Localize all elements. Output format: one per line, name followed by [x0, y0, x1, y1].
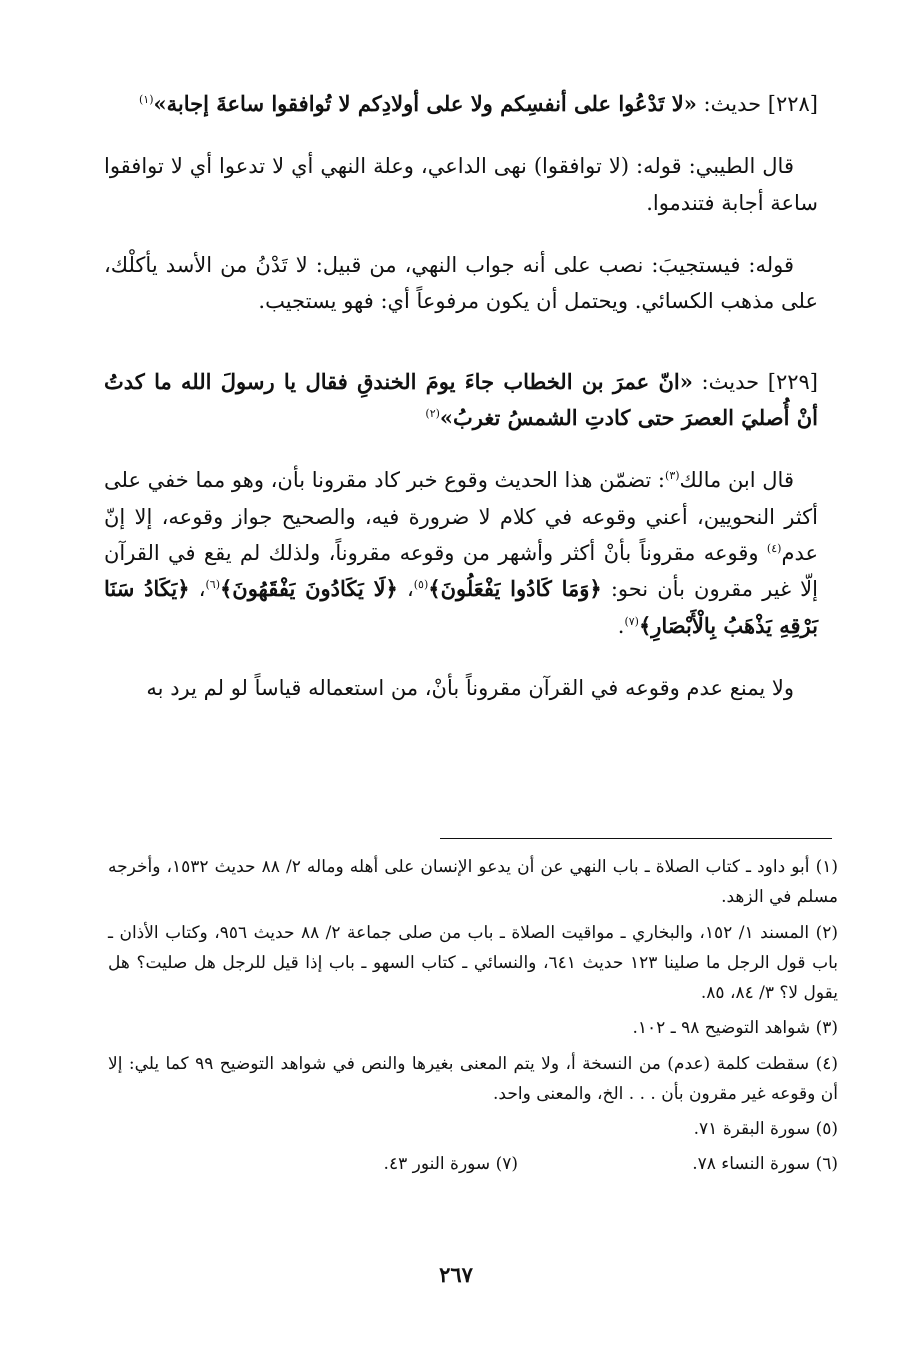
footnote-ref-1: (١) [138, 93, 154, 106]
ibn-malik-text-a: : تضمّن هذا الحديث وقوع خبر كاد مقرونا بأن، وهو مما خفي على أكثر النحويين، أعني وقوعه في كلام لا ضرورة فيه، والصحيح جواز وقوعه، إلا إنّ عدم [104, 468, 818, 565]
quran-verse-1: ﴿وَمَا كَادُوا يَفْعَلُونَ﴾ [428, 576, 602, 602]
quran-verse-2: ﴿لَا يَكَادُونَ يَفْقَهُونَ﴾ [219, 576, 398, 602]
paragraph-continued: ولا يمنع عدم وقوعه في القرآن مقروناً بأنْ، من استعماله قياساً لو لم يرد به [146, 675, 794, 700]
hadith-229-text: «انّ عمرَ بن الخطاب جاءَ يومَ الخندقِ فقال يا رسولَ الله ما كدتُ أنْ أُصليَ العصرَ حتى كادتِ الشمسُ تغربُ» [104, 368, 818, 430]
main-text [104, 86, 818, 732]
footnote-1: (١) أبو داود ـ كتاب الصلاة ـ باب النهي عن أن يدعو الإنسان على أهله وماله ٢/ ٨٨ حديث ١٥٣٢، وأخرجه مسلم في الزهد. [108, 857, 839, 908]
footnote-3: (٣) شواهد التوضيح ٩٨ ـ ١٠٢. [632, 1018, 838, 1039]
footnote-ref-5: (٥) [413, 578, 429, 592]
ibn-malik-intro: قال ابن مالك [679, 468, 794, 493]
separator-1: ، [397, 577, 414, 602]
hadith-229-label: [٢٢٩] حديث: [692, 369, 818, 394]
footnote-divider [440, 838, 832, 839]
footnote-ref-2: (٢) [425, 406, 440, 420]
hadith-228-label: [٢٢٨] حديث: [696, 92, 818, 116]
footnote-2: (٢) المسند ١/ ١٥٢، والبخاري ـ مواقيت الصلاة ـ باب من صلى جماعة ٢/ ٨٨ حديث ٩٥٦، وكتاب الأذان ـ باب قول الرجل ما صلينا ١٢٣ حديث ٦٤١، والنسائي ـ كتاب السهو ـ باب إذا قيل للرجل هل صليت؟ هل يقول لا؟ ٣/ ٨٤، ٨٥. [108, 922, 839, 1003]
footnote-ref-7: (٧) [624, 614, 639, 628]
paragraph-yastajib: قوله: فيستجيبَ: نصب على أنه جواب النهي، من قبيل: لا تَدْنُ من الأسد يأكلْك، على مذهب الكسائي. ويحتمل أن يكون مرفوعاً أي: فهو يستجيب. [104, 252, 818, 314]
separator-2: ، [189, 577, 206, 602]
ibn-malik-text-b: وقوعه مقروناً بأنْ أكثر وأشهر من وقوعه مقروناً، ولذلك لم يقع في القرآن إلّا غير مقرون بأن نحو: [104, 540, 818, 602]
quran-verse-3: ﴿يَكَادُ سَنَا بَرْقِهِ يَذْهَبُ بِالْأَبْصَارِ﴾ [104, 576, 818, 638]
hadith-228-text: «لا تَدْعُوا على أنفسِكم ولا على أولادِكم لا تُوافقوا ساعةَ إجابة» [153, 91, 697, 116]
paragraph-end: . [617, 613, 625, 638]
footnotes [108, 852, 838, 1185]
paragraph-tibi: قال الطيبي: قوله: (لا توافقوا) نهى الداعي، وعلة النهي أي لا تدعوا أي لا توافقوا ساعة أجابة فتندموا. [104, 154, 818, 215]
page-number: ٢٦٧ [439, 1262, 473, 1287]
hadith-228 [104, 86, 818, 122]
footnote-ref-3: (٣) [665, 469, 680, 483]
footnote-ref-4: (٤) [766, 541, 782, 555]
paragraph-ibn-malik [104, 462, 818, 644]
footnote-6: (٦) سورة النساء ٧٨. [692, 1154, 838, 1175]
footnote-4: (٤) سقطت كلمة (عدم) من النسخة أ، ولا يتم المعنى بغيرها والنص في شواهد التوضيح ٩٩ كما يلي: إلا أن وقوعه غير مقرون بأن . . . الخ، والمعنى واحد. [108, 1053, 838, 1104]
footnote-7: (٧) سورة النور ٤٣. [383, 1154, 518, 1175]
footnote-ref-6: (٦) [205, 578, 220, 592]
footnote-5: (٥) سورة البقرة ٧١. [693, 1119, 838, 1139]
hadith-229 [104, 364, 818, 437]
footnote-row [108, 1149, 838, 1184]
